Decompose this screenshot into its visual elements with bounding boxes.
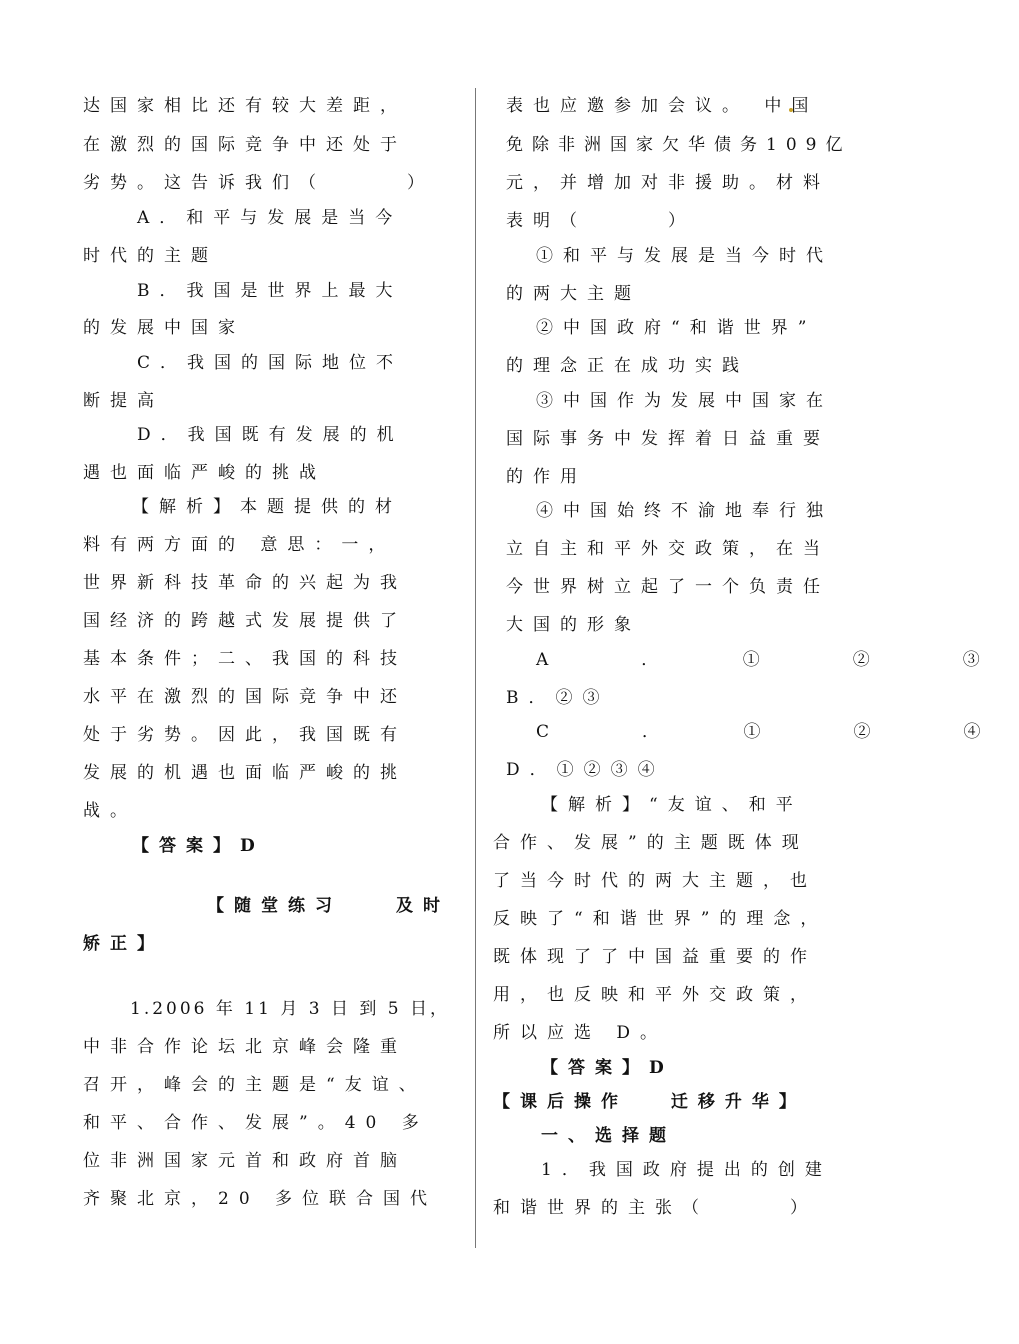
right-line-1: 表也应邀参加会议。 中国 bbox=[506, 96, 819, 116]
option-b-line-2: 的发展中国家 bbox=[83, 318, 245, 338]
analysis-line-2: 料有两方面的 意思：一， bbox=[83, 535, 396, 555]
statement-4-line-2: 立自主和平外交政策，在当 bbox=[506, 539, 830, 559]
answer-2-label: 【答案】D bbox=[541, 1058, 674, 1078]
question-1-line-5: 位非洲国家元首和政府首脑 bbox=[83, 1151, 407, 1171]
question-1-line-1: 1.2006 年 11 月 3 日 到 5 日， bbox=[130, 999, 450, 1019]
question-1-line-4: 和平、合作、发展”。40 多 bbox=[83, 1113, 429, 1133]
option-a-line-1: A．和平与发展是当今 bbox=[137, 208, 403, 228]
after-class-heading: 【课后操作 迁移升华】 bbox=[493, 1092, 806, 1112]
section-title-line-2: 矫正】 bbox=[83, 934, 164, 954]
analysis-2-line-6: 用，也反映和平外交政策， bbox=[493, 985, 817, 1005]
analysis-2-line-5: 既体现了了中国益重要的作 bbox=[493, 947, 817, 967]
analysis-line-6: 水平在激烈的国际竞争中还 bbox=[83, 687, 407, 707]
option-a-combo: A ． ① ② ③ bbox=[536, 650, 1018, 670]
option-b-combo: B．②③ bbox=[506, 688, 610, 708]
question-1-line-3: 召开，峰会的主题是“友谊、 bbox=[83, 1075, 426, 1095]
statement-3-line-3: 的作用 bbox=[506, 467, 587, 487]
option-d-combo: D．①②③④ bbox=[506, 760, 665, 780]
left-line-3: 劣势。这告诉我们（ ） bbox=[83, 173, 434, 193]
left-line-1: 达国家相比还有较大差距， bbox=[83, 96, 407, 116]
question-1-line-2: 中非合作论坛北京峰会隆重 bbox=[83, 1037, 407, 1057]
option-a-line-2: 时代的主题 bbox=[83, 246, 218, 266]
after-question-1-line-1: 1．我国政府提出的创建 bbox=[541, 1160, 832, 1180]
answer-label: 【答案】D bbox=[132, 836, 265, 856]
question-1-line-6: 齐聚北京，20 多位联合国代 bbox=[83, 1189, 438, 1209]
analysis-2-line-4: 反映了“和谐世界”的理念， bbox=[493, 909, 828, 929]
statement-2-line-2: 的理念正在成功实践 bbox=[506, 356, 749, 376]
option-c-line-1: C．我国的国际地位不 bbox=[137, 353, 404, 373]
option-c-combo: C ． ① ② ④ bbox=[536, 722, 1019, 742]
analysis-line-5: 基本条件；二、我国的科技 bbox=[83, 649, 407, 669]
statement-1-line-2: 的两大主题 bbox=[506, 284, 641, 304]
choice-section-heading: 一、选择题 bbox=[541, 1126, 676, 1146]
option-d-line-2: 遇也面临严峻的挑战 bbox=[83, 463, 326, 483]
after-question-1-line-2: 和谐世界的主张（ ） bbox=[493, 1198, 817, 1218]
statement-3-line-2: 国际事务中发挥着日益重要 bbox=[506, 429, 830, 449]
option-b-line-1: B．我国是世界上最大 bbox=[137, 281, 403, 301]
option-c-line-2: 断提高 bbox=[83, 391, 164, 411]
analysis-2-line-2: 合作、发展”的主题既体现 bbox=[493, 833, 809, 853]
statement-3-line-1: ③中国作为发展中国家在 bbox=[536, 391, 833, 411]
statement-4-line-3: 今世界树立起了一个负责任 bbox=[506, 577, 830, 597]
right-line-3: 元，并增加对非援助。材料 bbox=[506, 173, 830, 193]
statement-1-line-1: ①和平与发展是当今时代 bbox=[536, 246, 833, 266]
analysis-line-3: 世界新科技革命的兴起为我 bbox=[83, 573, 407, 593]
left-line-2: 在激烈的国际竞争中还处于 bbox=[83, 135, 407, 155]
analysis-line-8: 发展的机遇也面临严峻的挑 bbox=[83, 763, 407, 783]
analysis-2-line-3: 了当今时代的两大主题，也 bbox=[493, 871, 817, 891]
analysis-line-7: 处于劣势。因此，我国既有 bbox=[83, 725, 407, 745]
analysis-line-4: 国经济的跨越式发展提供了 bbox=[83, 611, 407, 631]
option-d-line-1: D．我国既有发展的机 bbox=[137, 425, 404, 445]
analysis-2-line-1: 【解析】“友谊、和平 bbox=[541, 795, 803, 815]
statement-4-line-1: ④中国始终不渝地奉行独 bbox=[536, 501, 833, 521]
column-divider bbox=[475, 88, 476, 1248]
analysis-line-9: 战。 bbox=[83, 801, 137, 821]
statement-2-line-1: ②中国政府“和谐世界” bbox=[536, 318, 817, 338]
analysis-line-1: 【解析】本题提供的材 bbox=[132, 497, 402, 517]
right-line-4: 表明（ ） bbox=[506, 211, 695, 231]
section-title-line-1: 【随堂练习 及时 bbox=[207, 896, 450, 916]
right-line-2: 免除非洲国家欠华债务109亿 bbox=[506, 135, 852, 155]
statement-4-line-4: 大国的形象 bbox=[506, 615, 641, 635]
analysis-2-line-7: 所以应选 D。 bbox=[493, 1023, 668, 1043]
